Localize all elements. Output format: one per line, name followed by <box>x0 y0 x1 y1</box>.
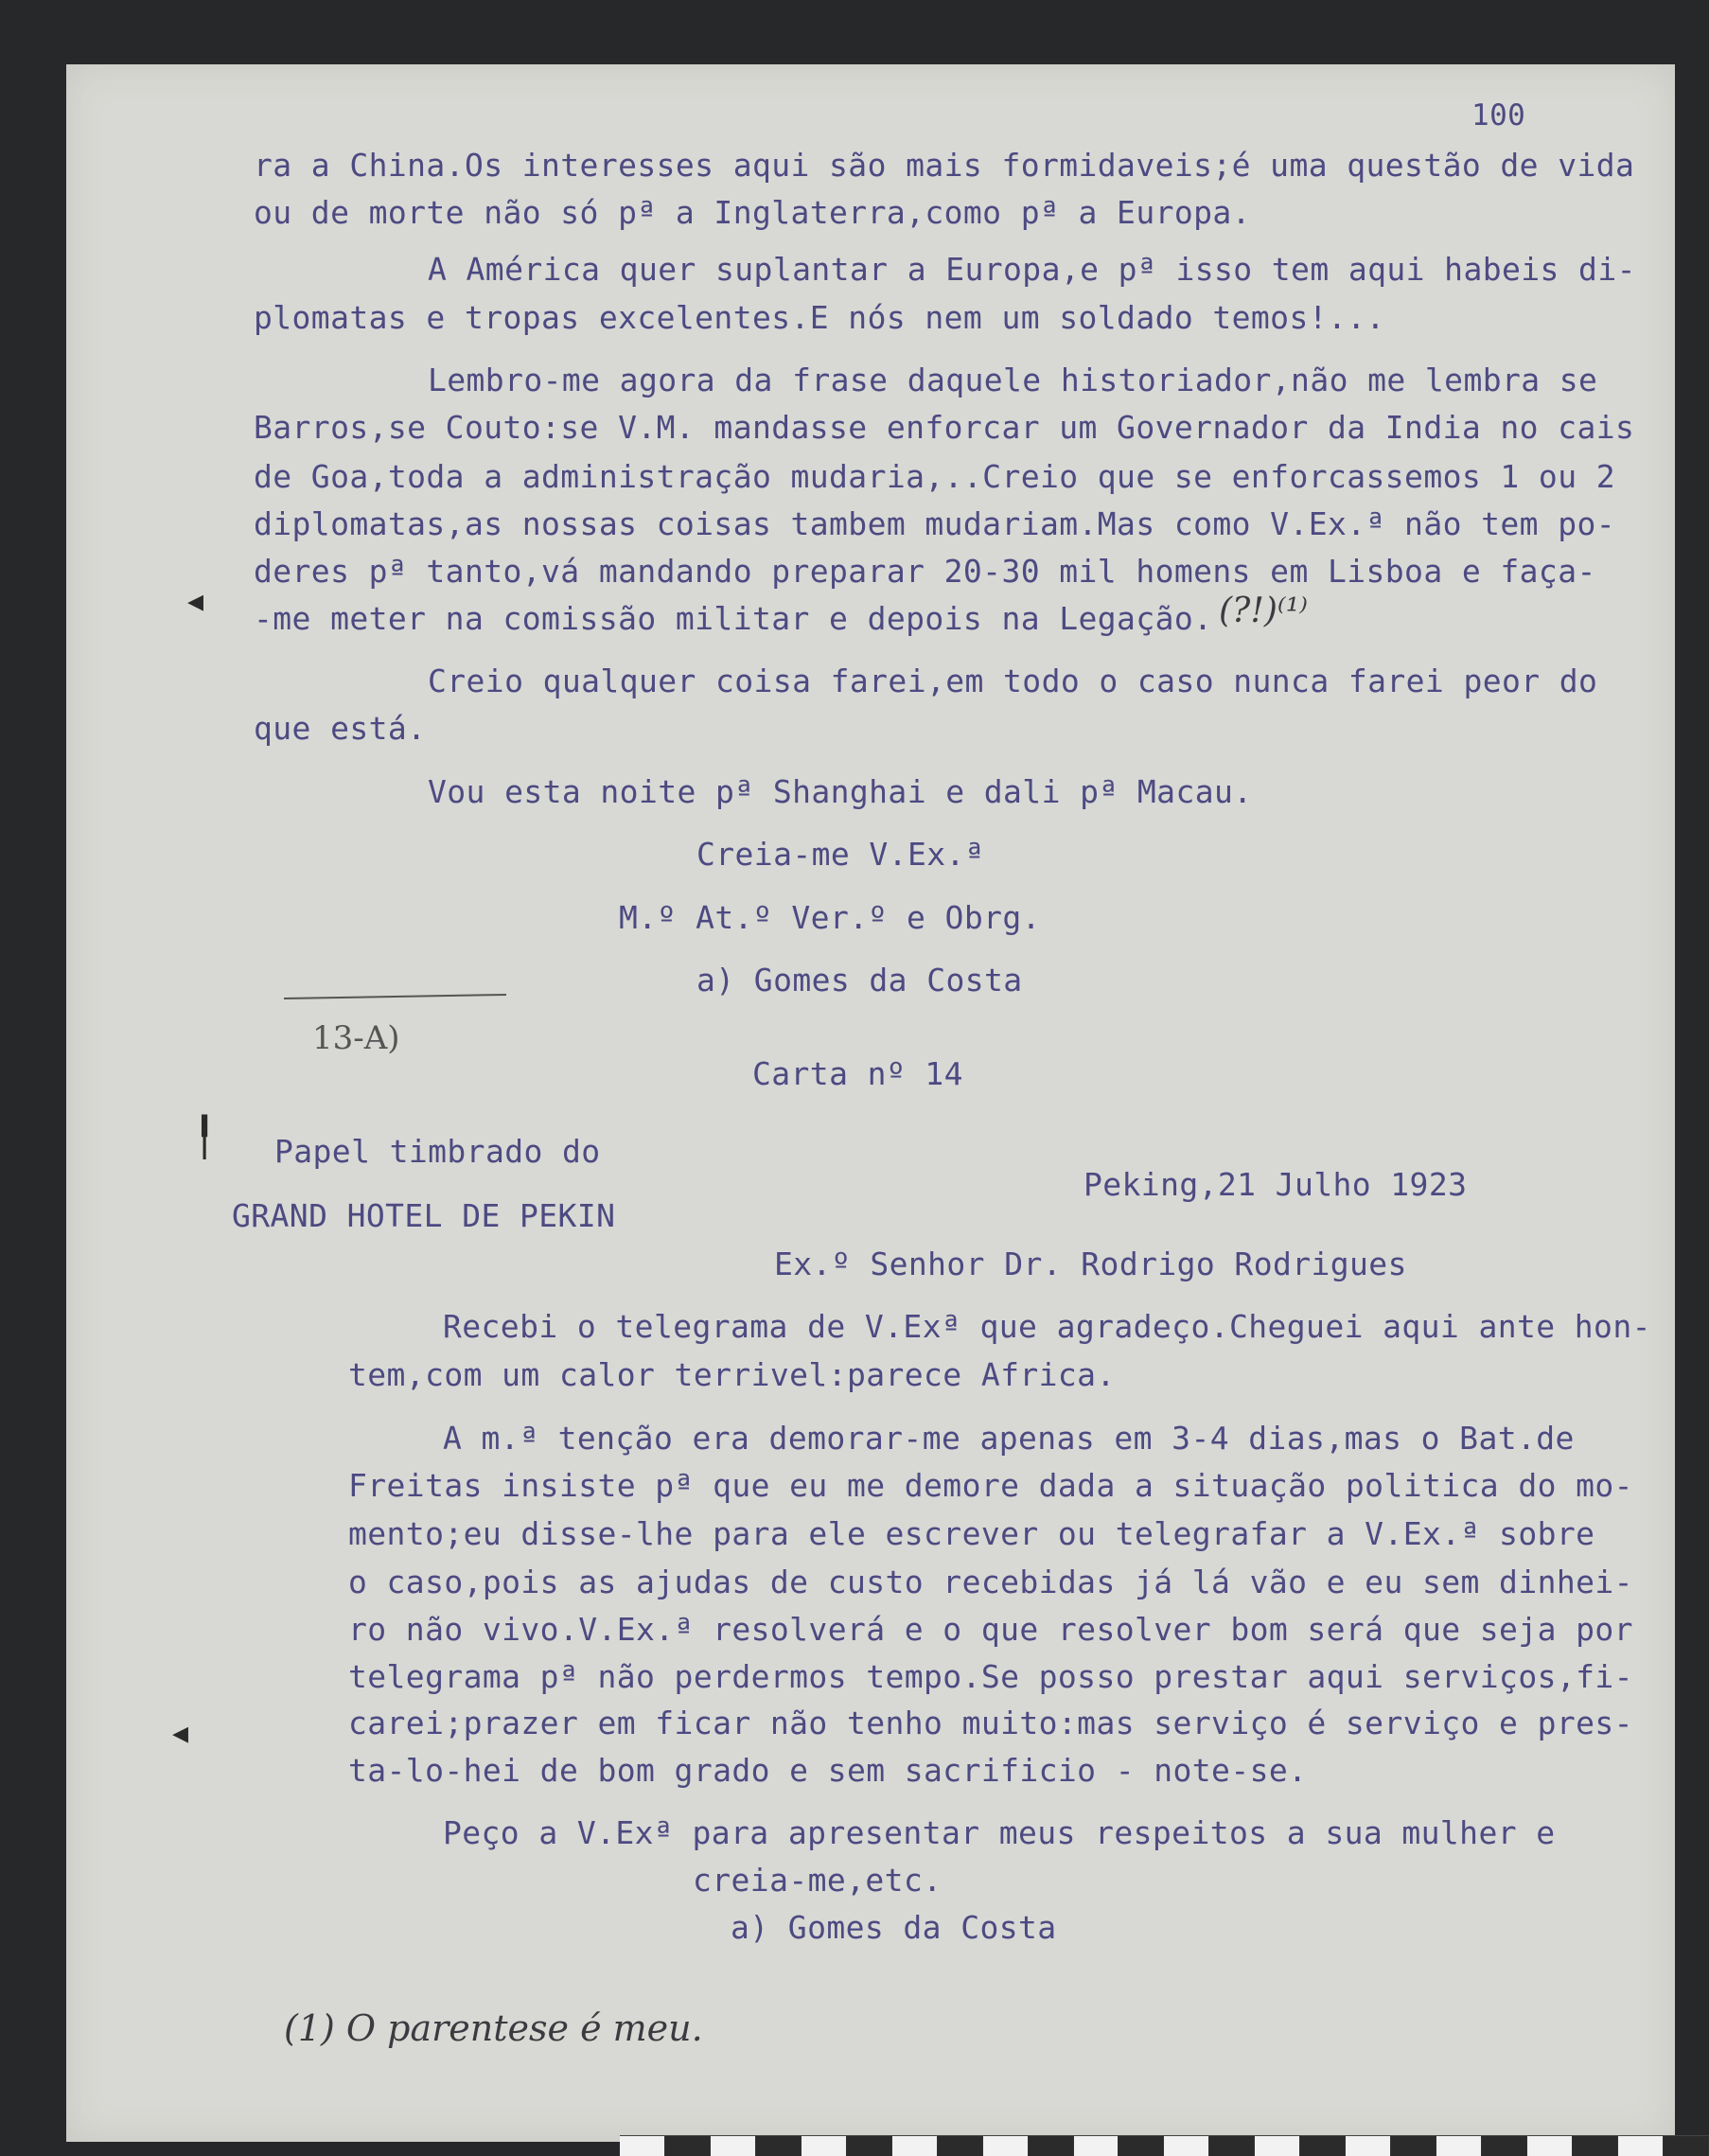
punch-mark: ◂ <box>172 1714 189 1752</box>
letter-heading: Carta nº 14 <box>752 1055 963 1092</box>
margin-note: 13-A) <box>312 1019 400 1057</box>
text-line: mento;eu disse-lhe para ele escrever ou telegrafar a V.Ex.ª sobre <box>348 1515 1595 1552</box>
text-line: ou de morte não só pª a Inglaterra,como pª a Europa. <box>254 194 1251 231</box>
text-line: telegrama pª não perdermos tempo.Se posso prestar aqui serviços,fi- <box>348 1658 1633 1695</box>
footnote: (1) O parentese é meu. <box>284 2007 703 2049</box>
text-line: -me meter na comissão militar e depois na Legação. <box>254 600 1213 637</box>
text-line: Vou esta noite pª Shanghai e dali pª Macau. <box>428 773 1253 810</box>
text-line: Barros,se Couto:se V.M. mandasse enforcar um Governador da India no cais <box>254 409 1635 446</box>
text-line: Recebi o telegrama de V.Exª que agradeço.Cheguei aqui ante hon- <box>443 1308 1651 1345</box>
salutation: Ex.º Senhor Dr. Rodrigo Rodrigues <box>774 1246 1407 1282</box>
closing-line: Creia-me V.Ex.ª <box>696 836 985 873</box>
page-number: 100 <box>1471 98 1526 133</box>
text-line: A m.ª tenção era demorar-me apenas em 3-4 dias,mas o Bat.de <box>443 1420 1575 1457</box>
text-line: Lembro-me agora da frase daquele historiador,não me lembra se <box>428 362 1598 398</box>
text-line: carei;prazer em ficar não tenho muito:mas serviço é serviço e pres- <box>348 1705 1633 1741</box>
punch-mark: ╿ <box>193 1116 217 1159</box>
text-line: creia-me,etc. <box>693 1862 943 1899</box>
text-line: deres pª tanto,vá mandando preparar 20-30 mil homens em Lisboa e faça- <box>254 553 1596 590</box>
signature-line: a) Gomes da Costa <box>731 1909 1057 1946</box>
signature-line: a) Gomes da Costa <box>696 962 1023 998</box>
letterhead-note: Papel timbrado do <box>274 1133 601 1170</box>
text-line: Creio qualquer coisa farei,em todo o caso nunca farei peor do <box>428 663 1598 699</box>
handwritten-insert: (?!)⁽¹⁾ <box>1219 592 1308 630</box>
text-line: ta-lo-hei de bom grado e sem sacrificio - note-se. <box>348 1752 1308 1789</box>
text-line: ra a China.Os interesses aqui são mais formidaveis;é uma questão de vida <box>254 147 1635 184</box>
text-line: Freitas insiste pª que eu me demore dada a situação politica do mo- <box>348 1467 1633 1504</box>
text-line: A América quer suplantar a Europa,e pª isso tem aqui habeis di- <box>428 251 1636 288</box>
punch-mark: ◂ <box>187 582 204 620</box>
text-line: o caso,pois as ajudas de custo recebidas já lá vão e eu sem dinhei- <box>348 1564 1633 1600</box>
text-line: tem,com um calor terrivel:parece Africa. <box>348 1356 1116 1393</box>
text-line: plomatas e tropas excelentes.E nós nem um soldado temos!... <box>254 299 1385 336</box>
text-line: que está. <box>254 710 427 747</box>
text-line: de Goa,toda a administração mudaria,..Creio que se enforcassemos 1 ou 2 <box>254 458 1616 495</box>
scale-bar <box>620 2135 1709 2156</box>
letterhead-note: GRAND HOTEL DE PEKIN <box>232 1197 616 1234</box>
closing-line: M.º At.º Ver.º e Obrg. <box>619 899 1041 936</box>
text-line: Peço a V.Exª para apresentar meus respeitos a sua mulher e <box>443 1814 1556 1851</box>
text-line: diplomatas,as nossas coisas tambem mudariam.Mas como V.Ex.ª não tem po- <box>254 505 1616 542</box>
text-line: ro não vivo.V.Ex.ª resolverá e o que resolver bom será que seja por <box>348 1611 1633 1648</box>
place-date: Peking,21 Julho 1923 <box>1084 1166 1468 1203</box>
